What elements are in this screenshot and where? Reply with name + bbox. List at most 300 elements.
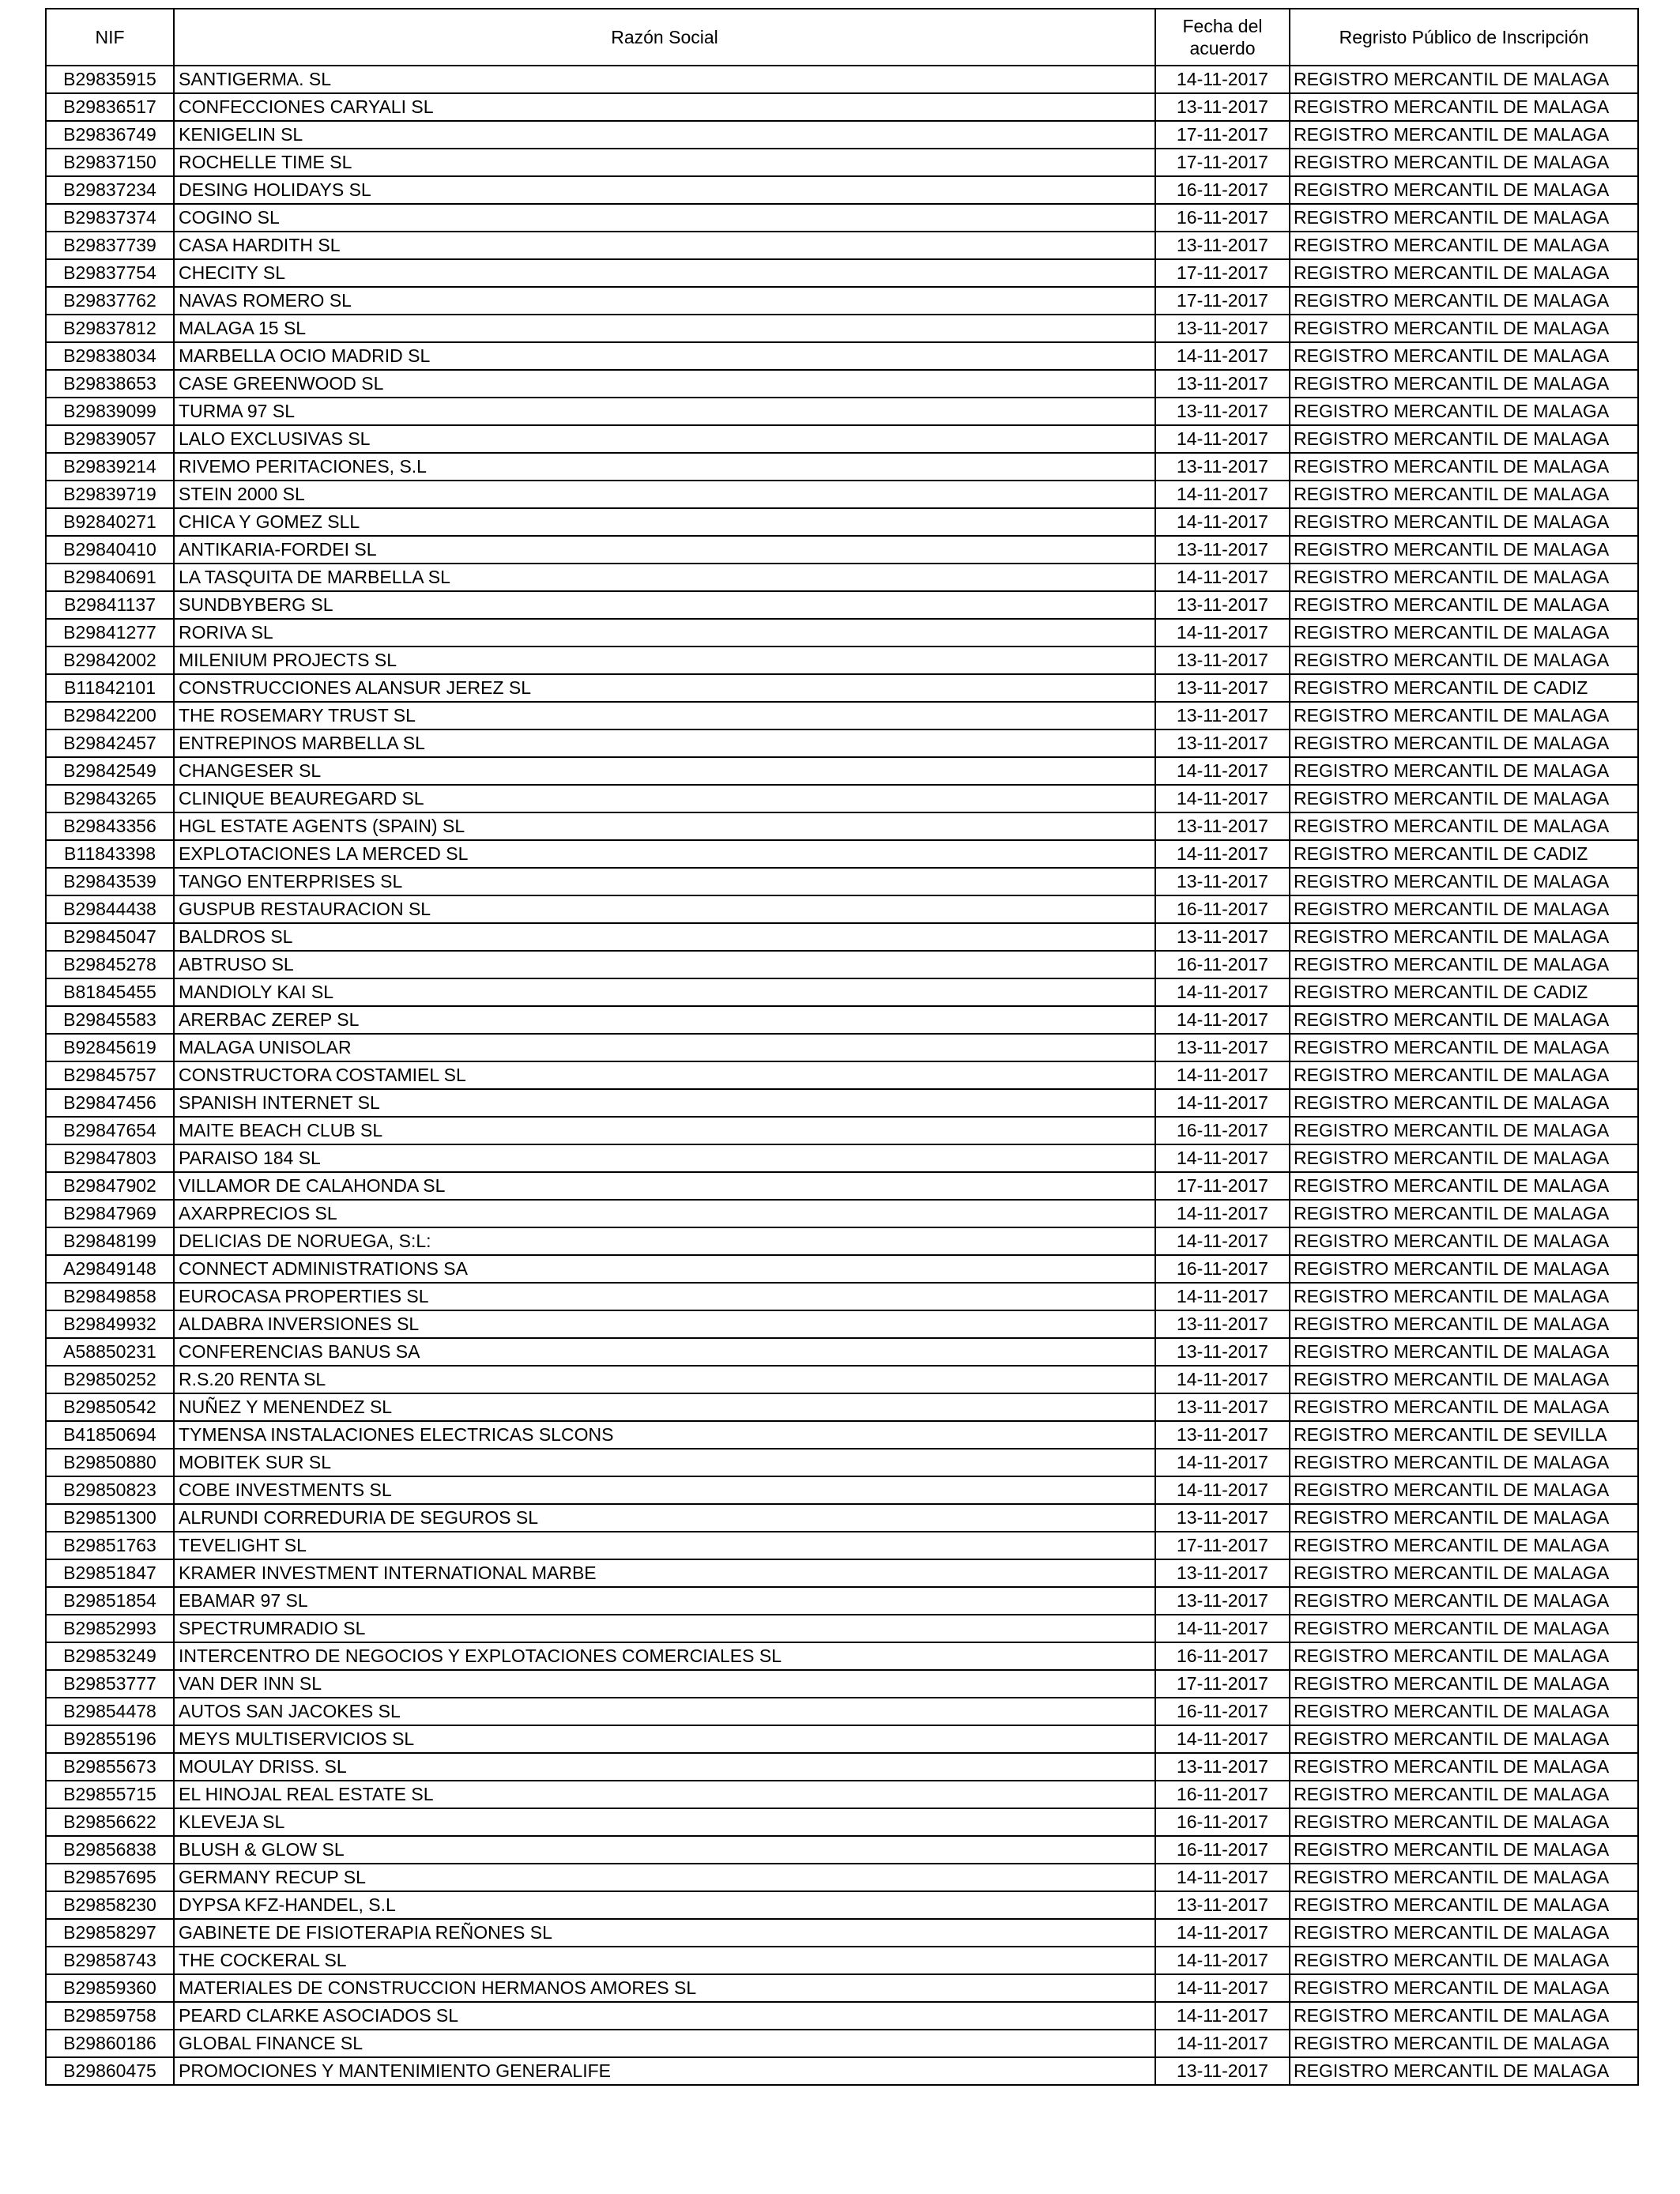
registry-cell: REGISTRO MERCANTIL DE MALAGA: [1290, 93, 1638, 121]
name-cell: TURMA 97 SL: [174, 398, 1155, 425]
date-cell: 13-11-2017: [1155, 398, 1290, 425]
name-cell: PEARD CLARKE ASOCIADOS SL: [174, 2002, 1155, 2030]
date-cell: 13-11-2017: [1155, 1393, 1290, 1421]
registry-cell: REGISTRO MERCANTIL DE MALAGA: [1290, 1642, 1638, 1670]
nif-cell: B81845455: [46, 978, 174, 1006]
name-cell: EUROCASA PROPERTIES SL: [174, 1283, 1155, 1310]
table-row: [46, 1227, 1638, 1255]
registry-cell: REGISTRO MERCANTIL DE MALAGA: [1290, 2002, 1638, 2030]
name-cell: CONSTRUCTORA COSTAMIEL SL: [174, 1061, 1155, 1089]
table-row: [46, 1504, 1638, 1532]
date-cell: 14-11-2017: [1155, 1974, 1290, 2002]
date-cell: 14-11-2017: [1155, 1476, 1290, 1504]
registry-cell: REGISTRO MERCANTIL DE MALAGA: [1290, 895, 1638, 923]
name-cell: KENIGELIN SL: [174, 121, 1155, 149]
date-cell: 17-11-2017: [1155, 259, 1290, 287]
date-cell: 17-11-2017: [1155, 1670, 1290, 1698]
name-cell: ALRUNDI CORREDURIA DE SEGUROS SL: [174, 1504, 1155, 1532]
date-cell: 14-11-2017: [1155, 757, 1290, 785]
table-row: [46, 1061, 1638, 1089]
registry-cell: REGISTRO MERCANTIL DE MALAGA: [1290, 398, 1638, 425]
registry-cell: REGISTRO MERCANTIL DE MALAGA: [1290, 1061, 1638, 1089]
name-cell: SUNDBYBERG SL: [174, 591, 1155, 619]
name-cell: MATERIALES DE CONSTRUCCION HERMANOS AMORES SL: [174, 1974, 1155, 2002]
nif-cell: B29850252: [46, 1366, 174, 1393]
nif-cell: B11842101: [46, 674, 174, 702]
name-cell: ENTREPINOS MARBELLA SL: [174, 729, 1155, 757]
name-cell: KLEVEJA SL: [174, 1808, 1155, 1836]
nif-cell: B29850542: [46, 1393, 174, 1421]
registry-cell: REGISTRO MERCANTIL DE MALAGA: [1290, 259, 1638, 287]
registry-cell: REGISTRO MERCANTIL DE MALAGA: [1290, 1089, 1638, 1117]
nif-cell: B29838653: [46, 370, 174, 398]
date-cell: 14-11-2017: [1155, 785, 1290, 812]
header-row: [46, 9, 1638, 66]
table-row: [46, 1698, 1638, 1725]
name-cell: EXPLOTACIONES LA MERCED SL: [174, 840, 1155, 868]
nif-cell: B29860186: [46, 2030, 174, 2057]
name-cell: MALAGA 15 SL: [174, 315, 1155, 342]
date-cell: 14-11-2017: [1155, 1366, 1290, 1393]
registry-cell: REGISTRO MERCANTIL DE MALAGA: [1290, 951, 1638, 978]
table-row: [46, 121, 1638, 149]
registry-cell: REGISTRO MERCANTIL DE MALAGA: [1290, 536, 1638, 564]
date-cell: 14-11-2017: [1155, 66, 1290, 93]
registry-cell: REGISTRO MERCANTIL DE MALAGA: [1290, 370, 1638, 398]
registry-cell: REGISTRO MERCANTIL DE MALAGA: [1290, 1034, 1638, 1061]
name-cell: MOULAY DRISS. SL: [174, 1753, 1155, 1781]
nif-cell: B29851847: [46, 1559, 174, 1587]
nif-cell: B29841277: [46, 619, 174, 647]
registry-cell: REGISTRO MERCANTIL DE MALAGA: [1290, 2057, 1638, 2085]
name-cell: CASE GREENWOOD SL: [174, 370, 1155, 398]
registry-cell: REGISTRO MERCANTIL DE MALAGA: [1290, 564, 1638, 591]
registry-cell: REGISTRO MERCANTIL DE MALAGA: [1290, 1504, 1638, 1532]
nif-cell: B29842200: [46, 702, 174, 729]
table-row: [46, 176, 1638, 204]
registry-cell: REGISTRO MERCANTIL DE MALAGA: [1290, 1200, 1638, 1227]
registry-cell: REGISTRO MERCANTIL DE MALAGA: [1290, 508, 1638, 536]
registry-cell: REGISTRO MERCANTIL DE MALAGA: [1290, 1808, 1638, 1836]
date-cell: 16-11-2017: [1155, 1836, 1290, 1864]
date-cell: 17-11-2017: [1155, 149, 1290, 176]
nif-cell: B29852993: [46, 1615, 174, 1642]
nif-cell: B29837754: [46, 259, 174, 287]
nif-cell: B29853249: [46, 1642, 174, 1670]
table-row: [46, 1974, 1638, 2002]
table-row: [46, 1559, 1638, 1587]
nif-cell: B29845047: [46, 923, 174, 951]
date-cell: 14-11-2017: [1155, 978, 1290, 1006]
registry-cell: REGISTRO MERCANTIL DE MALAGA: [1290, 1449, 1638, 1476]
date-cell: 14-11-2017: [1155, 1144, 1290, 1172]
name-cell: CHANGESER SL: [174, 757, 1155, 785]
name-cell: BALDROS SL: [174, 923, 1155, 951]
nif-cell: B29844438: [46, 895, 174, 923]
table-row: [46, 1006, 1638, 1034]
name-cell: SANTIGERMA. SL: [174, 66, 1155, 93]
table-row: [46, 1753, 1638, 1781]
nif-cell: B29847969: [46, 1200, 174, 1227]
name-cell: DESING HOLIDAYS SL: [174, 176, 1155, 204]
nif-cell: B29839719: [46, 481, 174, 508]
name-cell: CHICA Y GOMEZ SLL: [174, 508, 1155, 536]
date-cell: 14-11-2017: [1155, 2030, 1290, 2057]
table-row: [46, 895, 1638, 923]
name-cell: CONNECT ADMINISTRATIONS SA: [174, 1255, 1155, 1283]
companies-table: [45, 8, 1639, 2086]
nif-cell: B29838034: [46, 342, 174, 370]
table-row: [46, 315, 1638, 342]
registry-cell: REGISTRO MERCANTIL DE MALAGA: [1290, 868, 1638, 895]
table-row: [46, 1947, 1638, 1974]
table-row: [46, 2030, 1638, 2057]
table-row: [46, 508, 1638, 536]
nif-cell: B29836749: [46, 121, 174, 149]
name-cell: EBAMAR 97 SL: [174, 1587, 1155, 1615]
date-cell: 13-11-2017: [1155, 1559, 1290, 1587]
nif-cell: B29839099: [46, 398, 174, 425]
table-row: [46, 1587, 1638, 1615]
registry-cell: REGISTRO MERCANTIL DE MALAGA: [1290, 342, 1638, 370]
name-cell: DYPSA KFZ-HANDEL, S.L: [174, 1891, 1155, 1919]
name-cell: MOBITEK SUR SL: [174, 1449, 1155, 1476]
date-cell: 13-11-2017: [1155, 868, 1290, 895]
nif-cell: B29842457: [46, 729, 174, 757]
date-cell: 13-11-2017: [1155, 1310, 1290, 1338]
date-cell: 14-11-2017: [1155, 342, 1290, 370]
name-cell: INTERCENTRO DE NEGOCIOS Y EXPLOTACIONES COMERCIALES SL: [174, 1642, 1155, 1670]
date-cell: 14-11-2017: [1155, 564, 1290, 591]
table-row: [46, 757, 1638, 785]
nif-cell: B29849932: [46, 1310, 174, 1338]
table-row: [46, 149, 1638, 176]
name-cell: EL HINOJAL REAL ESTATE SL: [174, 1781, 1155, 1808]
registry-cell: REGISTRO MERCANTIL DE MALAGA: [1290, 1476, 1638, 1504]
name-cell: SPANISH INTERNET SL: [174, 1089, 1155, 1117]
date-cell: 16-11-2017: [1155, 1781, 1290, 1808]
date-cell: 14-11-2017: [1155, 481, 1290, 508]
table-row: [46, 1393, 1638, 1421]
nif-cell: B29849858: [46, 1283, 174, 1310]
table-row: [46, 868, 1638, 895]
table-row: [46, 1310, 1638, 1338]
registry-cell: REGISTRO MERCANTIL DE MALAGA: [1290, 121, 1638, 149]
nif-cell: B29837150: [46, 149, 174, 176]
nif-cell: B29837812: [46, 315, 174, 342]
registry-cell: REGISTRO MERCANTIL DE MALAGA: [1290, 923, 1638, 951]
registry-cell: REGISTRO MERCANTIL DE MALAGA: [1290, 757, 1638, 785]
name-cell: ABTRUSO SL: [174, 951, 1155, 978]
nif-cell: B29851763: [46, 1532, 174, 1559]
registry-cell: REGISTRO MERCANTIL DE MALAGA: [1290, 176, 1638, 204]
nif-cell: B92840271: [46, 508, 174, 536]
table-row: [46, 93, 1638, 121]
registry-cell: REGISTRO MERCANTIL DE MALAGA: [1290, 1144, 1638, 1172]
registry-cell: REGISTRO MERCANTIL DE MALAGA: [1290, 425, 1638, 453]
nif-cell: B29855715: [46, 1781, 174, 1808]
table-row: [46, 1670, 1638, 1698]
name-cell: PROMOCIONES Y MANTENIMIENTO GENERALIFE: [174, 2057, 1155, 2085]
table-row: [46, 1421, 1638, 1449]
nif-cell: B29843265: [46, 785, 174, 812]
name-cell: R.S.20 RENTA SL: [174, 1366, 1155, 1393]
name-cell: CHECITY SL: [174, 259, 1155, 287]
date-cell: 16-11-2017: [1155, 895, 1290, 923]
name-cell: GABINETE DE FISIOTERAPIA REÑONES SL: [174, 1919, 1155, 1947]
nif-cell: B11843398: [46, 840, 174, 868]
table-row: [46, 1808, 1638, 1836]
table-row: [46, 481, 1638, 508]
nif-cell: B29842002: [46, 647, 174, 674]
date-cell: 17-11-2017: [1155, 1172, 1290, 1200]
table-row: [46, 923, 1638, 951]
table-row: [46, 204, 1638, 232]
table-row: [46, 812, 1638, 840]
date-cell: 14-11-2017: [1155, 1006, 1290, 1034]
date-cell: 14-11-2017: [1155, 1200, 1290, 1227]
nif-cell: B29847654: [46, 1117, 174, 1144]
registry-cell: REGISTRO MERCANTIL DE MALAGA: [1290, 287, 1638, 315]
table-row: [46, 66, 1638, 93]
nif-cell: B29835915: [46, 66, 174, 93]
header-name: Razón Social: [174, 9, 1155, 66]
registry-cell: REGISTRO MERCANTIL DE MALAGA: [1290, 785, 1638, 812]
date-cell: 13-11-2017: [1155, 1504, 1290, 1532]
registry-cell: REGISTRO MERCANTIL DE MALAGA: [1290, 1891, 1638, 1919]
nif-cell: B29836517: [46, 93, 174, 121]
name-cell: MANDIOLY KAI SL: [174, 978, 1155, 1006]
registry-cell: REGISTRO MERCANTIL DE MALAGA: [1290, 702, 1638, 729]
nif-cell: B29854478: [46, 1698, 174, 1725]
table-row: [46, 1725, 1638, 1753]
registry-cell: REGISTRO MERCANTIL DE MALAGA: [1290, 1670, 1638, 1698]
nif-cell: B29851300: [46, 1504, 174, 1532]
header-date-line1: Fecha del: [1182, 16, 1263, 36]
table-row: [46, 729, 1638, 757]
registry-cell: REGISTRO MERCANTIL DE MALAGA: [1290, 591, 1638, 619]
date-cell: 13-11-2017: [1155, 453, 1290, 481]
registry-cell: REGISTRO MERCANTIL DE MALAGA: [1290, 1919, 1638, 1947]
table-row: [46, 259, 1638, 287]
table-row: [46, 1338, 1638, 1366]
date-cell: 13-11-2017: [1155, 729, 1290, 757]
date-cell: 13-11-2017: [1155, 1421, 1290, 1449]
table-row: [46, 978, 1638, 1006]
date-cell: 13-11-2017: [1155, 536, 1290, 564]
table-row: [46, 1144, 1638, 1172]
table-row: [46, 1117, 1638, 1144]
table-row: [46, 1615, 1638, 1642]
name-cell: COBE INVESTMENTS SL: [174, 1476, 1155, 1504]
header-nif: NIF: [46, 9, 174, 66]
date-cell: 13-11-2017: [1155, 1891, 1290, 1919]
table-row: [46, 1642, 1638, 1670]
table-row: [46, 1089, 1638, 1117]
table-row: [46, 591, 1638, 619]
nif-cell: B29858743: [46, 1947, 174, 1974]
date-cell: 14-11-2017: [1155, 1089, 1290, 1117]
registry-cell: REGISTRO MERCANTIL DE MALAGA: [1290, 204, 1638, 232]
nif-cell: B41850694: [46, 1421, 174, 1449]
header-date: [1155, 9, 1290, 66]
name-cell: CASA HARDITH SL: [174, 232, 1155, 259]
registry-cell: REGISTRO MERCANTIL DE CADIZ: [1290, 840, 1638, 868]
table-header: [46, 9, 1638, 66]
table-row: [46, 785, 1638, 812]
registry-cell: REGISTRO MERCANTIL DE MALAGA: [1290, 647, 1638, 674]
name-cell: CLINIQUE BEAUREGARD SL: [174, 785, 1155, 812]
name-cell: MILENIUM PROJECTS SL: [174, 647, 1155, 674]
name-cell: CONFECCIONES CARYALI SL: [174, 93, 1155, 121]
registry-cell: REGISTRO MERCANTIL DE MALAGA: [1290, 729, 1638, 757]
registry-cell: REGISTRO MERCANTIL DE MALAGA: [1290, 1227, 1638, 1255]
date-cell: 14-11-2017: [1155, 840, 1290, 868]
nif-cell: B29840410: [46, 536, 174, 564]
nif-cell: B29856622: [46, 1808, 174, 1836]
table-row: [46, 232, 1638, 259]
date-cell: 14-11-2017: [1155, 1449, 1290, 1476]
nif-cell: B92845619: [46, 1034, 174, 1061]
nif-cell: B29848199: [46, 1227, 174, 1255]
name-cell: ROCHELLE TIME SL: [174, 149, 1155, 176]
name-cell: TEVELIGHT SL: [174, 1532, 1155, 1559]
registry-cell: REGISTRO MERCANTIL DE MALAGA: [1290, 1836, 1638, 1864]
date-cell: 13-11-2017: [1155, 702, 1290, 729]
name-cell: NAVAS ROMERO SL: [174, 287, 1155, 315]
date-cell: 16-11-2017: [1155, 176, 1290, 204]
date-cell: 13-11-2017: [1155, 93, 1290, 121]
name-cell: SPECTRUMRADIO SL: [174, 1615, 1155, 1642]
date-cell: 13-11-2017: [1155, 591, 1290, 619]
date-cell: 16-11-2017: [1155, 1698, 1290, 1725]
table-row: [46, 951, 1638, 978]
date-cell: 14-11-2017: [1155, 1864, 1290, 1891]
registry-cell: REGISTRO MERCANTIL DE MALAGA: [1290, 1532, 1638, 1559]
date-cell: 13-11-2017: [1155, 923, 1290, 951]
registry-cell: REGISTRO MERCANTIL DE MALAGA: [1290, 315, 1638, 342]
date-cell: 13-11-2017: [1155, 1753, 1290, 1781]
table-row: [46, 647, 1638, 674]
registry-cell: REGISTRO MERCANTIL DE SEVILLA: [1290, 1421, 1638, 1449]
name-cell: THE ROSEMARY TRUST SL: [174, 702, 1155, 729]
table-row: [46, 1449, 1638, 1476]
name-cell: RIVEMO PERITACIONES, S.L: [174, 453, 1155, 481]
table-row: [46, 1476, 1638, 1504]
date-cell: 13-11-2017: [1155, 2057, 1290, 2085]
name-cell: MALAGA UNISOLAR: [174, 1034, 1155, 1061]
date-cell: 17-11-2017: [1155, 1532, 1290, 1559]
table-row: [46, 1034, 1638, 1061]
registry-cell: REGISTRO MERCANTIL DE MALAGA: [1290, 1615, 1638, 1642]
date-cell: 16-11-2017: [1155, 1642, 1290, 1670]
table-row: [46, 1864, 1638, 1891]
nif-cell: B29859758: [46, 2002, 174, 2030]
date-cell: 13-11-2017: [1155, 1034, 1290, 1061]
name-cell: RORIVA SL: [174, 619, 1155, 647]
nif-cell: B29850880: [46, 1449, 174, 1476]
date-cell: 14-11-2017: [1155, 508, 1290, 536]
registry-cell: REGISTRO MERCANTIL DE MALAGA: [1290, 1310, 1638, 1338]
date-cell: 16-11-2017: [1155, 1255, 1290, 1283]
name-cell: THE COCKERAL SL: [174, 1947, 1155, 1974]
table-row: [46, 1836, 1638, 1864]
name-cell: CONFERENCIAS BANUS SA: [174, 1338, 1155, 1366]
registry-cell: REGISTRO MERCANTIL DE CADIZ: [1290, 978, 1638, 1006]
name-cell: VAN DER INN SL: [174, 1670, 1155, 1698]
nif-cell: B29840691: [46, 564, 174, 591]
registry-cell: REGISTRO MERCANTIL DE MALAGA: [1290, 1366, 1638, 1393]
date-cell: 13-11-2017: [1155, 674, 1290, 702]
date-cell: 14-11-2017: [1155, 1615, 1290, 1642]
table-row: [46, 370, 1638, 398]
nif-cell: B29842549: [46, 757, 174, 785]
table-row: [46, 1366, 1638, 1393]
nif-cell: B29839214: [46, 453, 174, 481]
table-row: [46, 1532, 1638, 1559]
date-cell: 17-11-2017: [1155, 287, 1290, 315]
table-row: [46, 425, 1638, 453]
registry-cell: REGISTRO MERCANTIL DE MALAGA: [1290, 1283, 1638, 1310]
name-cell: ANTIKARIA-FORDEI SL: [174, 536, 1155, 564]
nif-cell: B29858297: [46, 1919, 174, 1947]
nif-cell: B29858230: [46, 1891, 174, 1919]
nif-cell: B29853777: [46, 1670, 174, 1698]
name-cell: STEIN 2000 SL: [174, 481, 1155, 508]
registry-cell: REGISTRO MERCANTIL DE MALAGA: [1290, 232, 1638, 259]
registry-cell: REGISTRO MERCANTIL DE MALAGA: [1290, 1393, 1638, 1421]
table-row: [46, 453, 1638, 481]
registry-cell: REGISTRO MERCANTIL DE MALAGA: [1290, 1947, 1638, 1974]
registry-cell: REGISTRO MERCANTIL DE MALAGA: [1290, 1255, 1638, 1283]
date-cell: 14-11-2017: [1155, 2002, 1290, 2030]
name-cell: CONSTRUCCIONES ALANSUR JEREZ SL: [174, 674, 1155, 702]
registry-cell: REGISTRO MERCANTIL DE MALAGA: [1290, 1753, 1638, 1781]
registry-cell: REGISTRO MERCANTIL DE MALAGA: [1290, 66, 1638, 93]
nif-cell: B29845583: [46, 1006, 174, 1034]
registry-cell: REGISTRO MERCANTIL DE MALAGA: [1290, 149, 1638, 176]
document-sheet: [45, 8, 1637, 2086]
registry-cell: REGISTRO MERCANTIL DE MALAGA: [1290, 1781, 1638, 1808]
nif-cell: B29843539: [46, 868, 174, 895]
nif-cell: B29845278: [46, 951, 174, 978]
date-cell: 13-11-2017: [1155, 315, 1290, 342]
date-cell: 13-11-2017: [1155, 812, 1290, 840]
registry-cell: REGISTRO MERCANTIL DE MALAGA: [1290, 1587, 1638, 1615]
date-cell: 13-11-2017: [1155, 232, 1290, 259]
date-cell: 13-11-2017: [1155, 1587, 1290, 1615]
registry-cell: REGISTRO MERCANTIL DE MALAGA: [1290, 1006, 1638, 1034]
name-cell: DELICIAS DE NORUEGA, S:L:: [174, 1227, 1155, 1255]
name-cell: VILLAMOR DE CALAHONDA SL: [174, 1172, 1155, 1200]
nif-cell: B29851854: [46, 1587, 174, 1615]
nif-cell: B29837234: [46, 176, 174, 204]
registry-cell: REGISTRO MERCANTIL DE MALAGA: [1290, 812, 1638, 840]
name-cell: AUTOS SAN JACOKES SL: [174, 1698, 1155, 1725]
name-cell: AXARPRECIOS SL: [174, 1200, 1155, 1227]
date-cell: 14-11-2017: [1155, 1919, 1290, 1947]
table-body: [46, 66, 1638, 2085]
date-cell: 13-11-2017: [1155, 647, 1290, 674]
table-row: [46, 342, 1638, 370]
date-cell: 14-11-2017: [1155, 425, 1290, 453]
date-cell: 13-11-2017: [1155, 1338, 1290, 1366]
nif-cell: A58850231: [46, 1338, 174, 1366]
registry-cell: REGISTRO MERCANTIL DE MALAGA: [1290, 1725, 1638, 1753]
table-row: [46, 1283, 1638, 1310]
nif-cell: B29850823: [46, 1476, 174, 1504]
table-row: [46, 2057, 1638, 2085]
